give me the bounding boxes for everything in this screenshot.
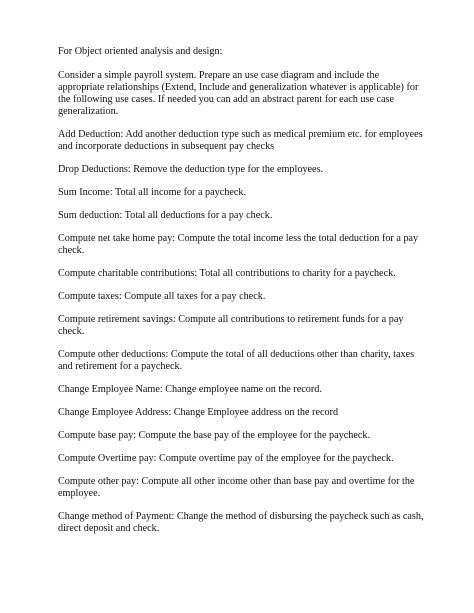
use-case-change-employee-name: Change Employee Name: Change employee name on the record. (58, 384, 322, 395)
use-case-compute-net-pay: Compute net take home pay: Compute the total income less the total deduction for a pay check. (58, 233, 419, 256)
use-case-sum-deduction: Sum deduction: Total all deductions for a pay check. (58, 210, 273, 221)
use-case-compute-charitable: Compute charitable contributions: Total all contributions to charity for a paycheck. (58, 268, 396, 279)
use-case-compute-base-pay: Compute base pay: Compute the base pay of the employee for the paycheck. (58, 430, 371, 441)
use-case-change-employee-address: Change Employee Address: Change Employee address on the record (58, 407, 339, 418)
use-case-compute-other-deductions: Compute other deductions: Compute the total of all deductions other than charity, taxes and retirement for a paycheck. (58, 349, 415, 372)
use-case-compute-other-pay: Compute other pay: Compute all other income other than base pay and overtime for the employee. (58, 476, 415, 499)
use-case-sum-income: Sum Income: Total all income for a paycheck. (58, 187, 247, 198)
use-case-change-payment-method: Change method of Payment: Change the method of disbursing the paycheck such as cash, direct deposit and check. (58, 511, 424, 534)
intro-paragraph: Consider a simple payroll system. Prepare an use case diagram and include the appropriate relationships (Extend, Include and generalization whatever is applicable) for the following use cases. If needed you can add an abstract parent for each use case generalization. (58, 70, 419, 117)
use-case-compute-overtime-pay: Compute Overtime pay: Compute overtime pay of the employee for the paycheck. (58, 453, 394, 464)
document-heading: For Object oriented analysis and design: (58, 46, 223, 57)
use-case-add-deduction: Add Deduction: Add another deduction type such as medical premium etc. for employees and incorporate deductions in subsequent pay checks (58, 129, 423, 152)
use-case-compute-taxes: Compute taxes: Compute all taxes for a pay check. (58, 291, 266, 302)
use-case-compute-retirement: Compute retirement savings: Compute all contributions to retirement funds for a pay check. (58, 314, 404, 337)
use-case-drop-deductions: Drop Deductions: Remove the deduction type for the employees. (58, 164, 324, 175)
